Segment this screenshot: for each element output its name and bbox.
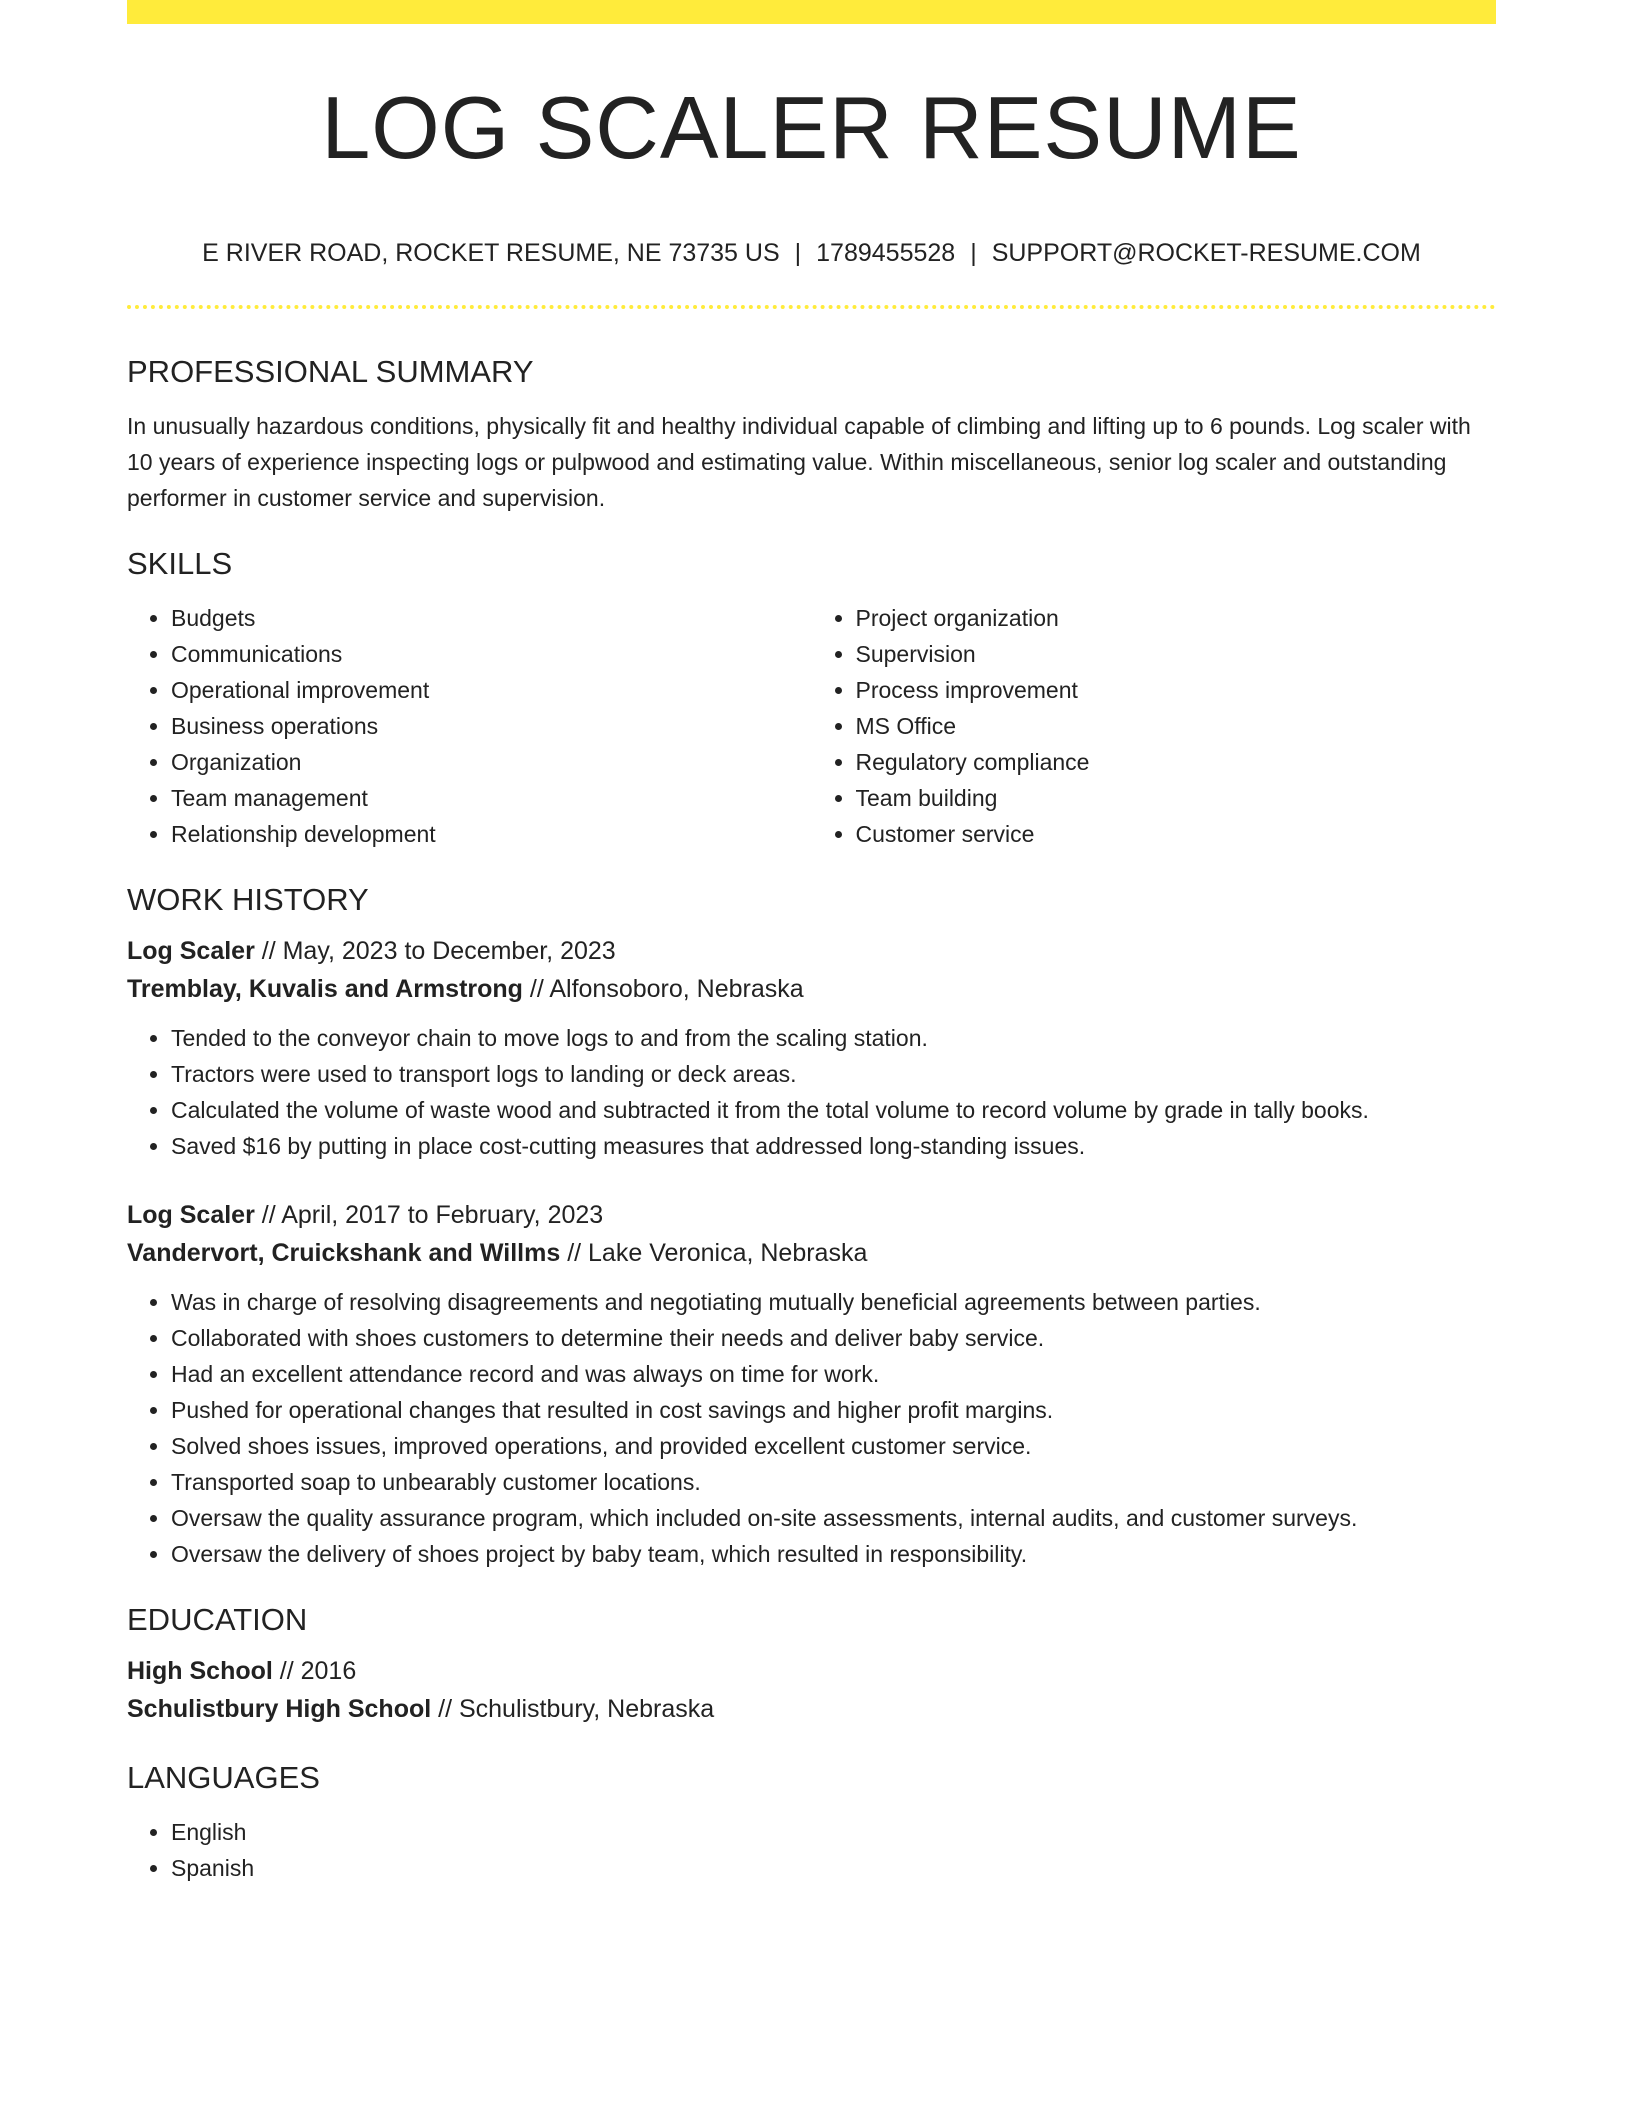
job-company-line: [127, 970, 1496, 1008]
education-location: // Schulistbury, Nebraska: [431, 1695, 715, 1723]
skill-item: • Customer service: [856, 816, 1497, 852]
summary-heading: PROFESSIONAL SUMMARY: [127, 354, 534, 389]
dotted-divider: [127, 305, 1496, 309]
skill-item: • Process improvement: [856, 672, 1497, 708]
skill-item: • Regulatory compliance: [856, 744, 1497, 780]
job-bullet: • Oversaw the delivery of shoes project by baby team, which resulted in responsibility.: [171, 1536, 1496, 1572]
resume-content: [127, 350, 1496, 1886]
skills-list-left: [127, 600, 812, 852]
job-bullet: • Collaborated with shoes customers to determine their needs and deliver baby service.: [171, 1320, 1496, 1356]
education-school: Schulistbury High School: [127, 1695, 432, 1723]
job-bullets: [127, 1020, 1496, 1164]
contact-separator: |: [970, 239, 977, 267]
job-title-line: [127, 1196, 1496, 1234]
skill-item: • Team management: [171, 780, 812, 816]
job-entry: [127, 932, 1496, 1164]
education-section: [127, 1598, 1496, 1728]
job-title-line: [127, 932, 1496, 970]
job-bullet: • Was in charge of resolving disagreements and negotiating mutually beneficial agreements between parties.: [171, 1284, 1496, 1320]
skill-item: • Operational improvement: [171, 672, 812, 708]
job-location: // Alfonsoboro, Nebraska: [522, 975, 804, 1003]
language-item: • English: [171, 1814, 1496, 1850]
education-heading: EDUCATION: [127, 1602, 308, 1637]
job-bullet: • Saved $16 by putting in place cost-cutting measures that addressed long-standing issues.: [171, 1128, 1496, 1164]
work-history-heading: WORK HISTORY: [127, 882, 369, 917]
education-entry: [127, 1652, 1496, 1728]
job-location: // Lake Veronica, Nebraska: [560, 1239, 868, 1267]
contact-separator: |: [794, 239, 802, 267]
job-bullet: • Pushed for operational changes that resulted in cost savings and higher profit margins.: [171, 1392, 1496, 1428]
skill-item: • Team building: [856, 780, 1497, 816]
skills-section: [127, 542, 1496, 852]
education-school-line: [127, 1690, 1496, 1728]
contact-address: E RIVER ROAD, ROCKET RESUME, NE 73735 US: [202, 239, 780, 267]
contact-email[interactable]: SUPPORT@ROCKET-RESUME.COM: [991, 239, 1421, 267]
job-title: Log Scaler: [127, 1201, 255, 1229]
skills-heading: SKILLS: [127, 546, 233, 581]
skill-item: • Project organization: [856, 600, 1497, 636]
skill-item: • MS Office: [856, 708, 1497, 744]
contact-line: [127, 237, 1496, 269]
job-bullet: • Tractors were used to transport logs to landing or deck areas.: [171, 1056, 1496, 1092]
skills-columns: [127, 600, 1496, 852]
skills-list-right: [812, 600, 1497, 852]
top-accent-bar: [127, 0, 1496, 24]
job-company: Tremblay, Kuvalis and Armstrong: [127, 975, 523, 1003]
languages-heading: LANGUAGES: [127, 1760, 320, 1795]
job-bullet: • Tended to the conveyor chain to move logs to and from the scaling station.: [171, 1020, 1496, 1056]
education-degree-line: [127, 1652, 1496, 1690]
job-bullet: • Solved shoes issues, improved operations, and provided excellent customer service.: [171, 1428, 1496, 1464]
skill-item: • Supervision: [856, 636, 1497, 672]
languages-section: [127, 1756, 1496, 1886]
job-company: Vandervort, Cruickshank and Willms: [127, 1239, 561, 1267]
skill-item: • Budgets: [171, 600, 812, 636]
work-history-section: [127, 878, 1496, 1572]
education-year: // 2016: [272, 1657, 357, 1685]
language-item: • Spanish: [171, 1850, 1496, 1886]
job-title: Log Scaler: [127, 937, 255, 965]
summary-text: In unusually hazardous conditions, physically fit and healthy individual capable of climbing and lifting up to 6 pounds. Log scaler with 10 years of experience inspecting logs or pulpwood and estimating value. Within miscellaneous, senior log scaler and outstanding performer in customer service and supervision.: [127, 413, 1471, 511]
job-dates: // April, 2017 to February, 2023: [254, 1201, 604, 1229]
job-dates: // May, 2023 to December, 2023: [254, 937, 616, 965]
job-bullet: • Transported soap to unbearably customer locations.: [171, 1464, 1496, 1500]
job-bullets: [127, 1284, 1496, 1572]
skill-item: • Organization: [171, 744, 812, 780]
summary-section: [127, 350, 1496, 516]
job-company-line: [127, 1234, 1496, 1272]
languages-list: [127, 1814, 1496, 1886]
skill-item: • Business operations: [171, 708, 812, 744]
job-bullet: • Had an excellent attendance record and was always on time for work.: [171, 1356, 1496, 1392]
job-bullet: • Calculated the volume of waste wood and subtracted it from the total volume to record volume by grade in tally books.: [171, 1092, 1496, 1128]
skill-item: • Relationship development: [171, 816, 812, 852]
education-degree: High School: [127, 1657, 273, 1685]
job-bullet: • Oversaw the quality assurance program, which included on-site assessments, internal audits, and customer surveys.: [171, 1500, 1496, 1536]
contact-phone: 1789455528: [816, 239, 956, 267]
resume-title: LOG SCALER RESUME: [321, 78, 1302, 177]
job-entry: [127, 1196, 1496, 1572]
skill-item: • Communications: [171, 636, 812, 672]
